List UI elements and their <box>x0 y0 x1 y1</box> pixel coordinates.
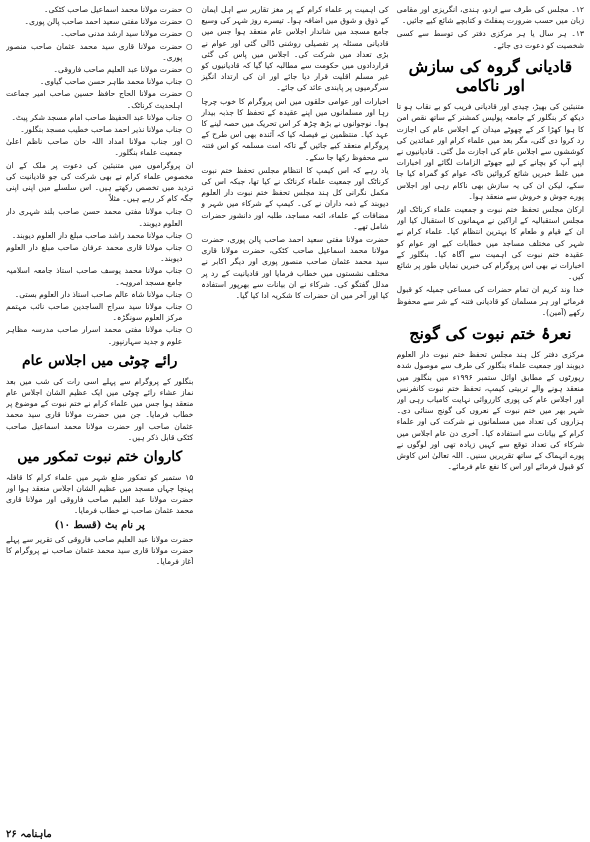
circle-bullet-icon: ○ <box>186 112 193 122</box>
circle-bullet-icon: ○ <box>186 230 193 240</box>
circle-bullet-icon: ○ <box>186 41 193 51</box>
list-item: ○ حضرت مولانا عبد العلیم صاحب فاروقی۔ <box>53 65 193 75</box>
circle-bullet-icon: ○ <box>186 77 193 87</box>
paragraph: بنگلور کے پروگرام سے پہلے اسی رات کی شب میں بعد نماز عشاء رائے چوٹی میں ایک عظیم الشان اجلاس عام منعقد ہوا جس میں علماء کرام نے ختم نبوت کے موضوع پر خطاب فرمایا۔ جن میں حضرت مولانا قاری سید محمد عثمان صاحب اور حضرت مولانا محمد اسماعیل صاحب کٹکی قابل ذکر ہیں۔ <box>6 376 194 442</box>
paragraph: حضرت مولانا مفتی سعید احمد صاحب پالن پوری، حضرت مولانا محمد اسماعیل صاحب کٹکی، حضرت مولانا قاری سید محمد عثمان صاحب منصور پوری اور دیگر اکابر نے مختلف نشستوں میں خطاب فرمایا اور قادیانیت کے رد پر مدلل گفتگو کی۔ شرکاء نے ان بیانات سے بھرپور استفادہ کیا اور آخر میں ان حضرات کا شکریہ ادا کیا گیا۔ <box>201 235 389 301</box>
speakers-list <box>6 4 193 159</box>
circle-bullet-icon: ○ <box>186 325 193 335</box>
circle-bullet-icon: ○ <box>186 302 193 312</box>
paragraph: حضرت مولانا عبد العلیم صاحب فاروقی کی تقریر سے پہلے حضرت مولانا قاری سید محمد عثمان صاحب نے پروگرام کا آغاز فرمایا۔ <box>6 534 194 567</box>
list-item: ○ جناب مولانا محمد یوسف صاحب استاذ جامعہ اسلامیہ جامع مسجد امروہہ۔ <box>6 266 193 287</box>
scholars-list <box>6 206 193 346</box>
circle-bullet-icon: ○ <box>186 29 193 39</box>
list-item: ○ حضرت مولانا قاری سید محمد عثمان صاحب منصور پوری۔ <box>6 41 193 62</box>
column-middle <box>201 4 388 828</box>
heading-tumkur-caravan: کاروان ختم نبوت تمکور میں <box>17 448 183 465</box>
circle-bullet-icon: ○ <box>186 125 193 135</box>
list-item: ○ جناب مولانا عبد الحفیظ صاحب امام مسجد شکر پیٹ۔ <box>11 112 193 122</box>
intro-point-12: ۱۲۔ مجلس کی طرف سے اردو، ہندی، انگریزی اور مقامی زبان میں حسب ضرورت پمفلٹ و کتابچے شائع کیے جائیں۔ <box>396 5 584 26</box>
heading-khatm-nabuwwat-echo: نعرۂ ختم نبوت کی گونج <box>409 324 572 344</box>
intro-point-13: ۱۳۔ ہر سال یا ہر مرکزی دفتر کی توسط سے کسی شخصیت کو دعوت دی جائے۔ <box>396 29 584 50</box>
list-item: ○ حضرت مولانا سید ارشد مدنی صاحب۔ <box>60 29 193 39</box>
heading-raichoti-meeting: رائے چوٹی میں اجلاس عام <box>22 352 178 369</box>
paragraph: ۱۵ ستمبر کو تمکور ضلع شہر میں علماء کرام کا قافلہ پہنچا جہاں مسجد میں عظیم الشان اجلاس منعقد ہوا اور حضرت مولانا عبد العلیم صاحب فاروقی اور مولانا قاری محمد عثمان صاحب نے خطاب فرمایا۔ <box>6 472 194 516</box>
paragraph: متنبئین کی بھیڑ، چیدی اور قادیانی فریب کو بے نقاب ہو تا دیکھ کر بنگلور کے جامعہ پولیس کمشنر کے ساتھ نقص امن کا ہوا کھڑا کر کے چھوٹے میدان کے اجلاس عام کی اجازت رد کروا دی گئی، مگر بعد میں علماء کرام اور عمائدین کی کوششوں سے اجلاس عام کی اجازت مل گئی۔ قادیانیوں نے اپنے آپ کو بچانے کے لیے جھوٹے الزامات لگائے اور اخبارات میں غلط خبریں شائع کروائیں تاکہ عوام کو گمراہ کیا جا سکے، لیکن ان کی یہ سازش بھی ناکام رہی اور اجلاس پورے جوش و خروش سے منعقد ہوا۔ <box>396 102 584 201</box>
paragraph: مرکزی دفتر کل ہند مجلس تحفظ ختم نبوت دار العلوم دیوبند اور جمعیت علماء بنگلور کی طرف سے موصول شدہ رپورٹوں کے مطابق اوائل ستمبر ۱۹۹۶ء میں بنگلور میں منعقد ہونے والے تربیتی کیمپ، تحفظ ختم نبوت کانفرنس اور اجلاس عام کی پوری کارروائی نہایت کامیاب رہی اور شہر بھر میں ختم نبوت کے نعروں کی گونج سنائی دی۔ ہزاروں کی تعداد میں مسلمانوں نے شرکت کی اور علماء کرام کے بیانات سے استفادہ کیا۔ آخری دن عام اجلاس میں شرکاء کی تعداد توقع سے کہیں زیادہ تھی اور لوگوں نے پورے انہماک کے ساتھ تقریریں سنیں۔ اللہ تعالیٰ اس کاوش کو قبول فرمائے اور اس کا نفع عام فرمائے۔ <box>396 350 584 472</box>
column-left <box>6 4 193 828</box>
list-item: ○ حضرت مولانا مفتی سعید احمد صاحب پالن پوری۔ <box>24 17 193 27</box>
list-item: ○ جناب مولانا محمد طاہر حسن صاحب گیاوی۔ <box>39 77 193 87</box>
list-item: ○ حضرت مولانا محمد اسماعیل صاحب کٹکی۔ <box>44 5 193 14</box>
paragraph: کی اہمیت پر علماء کرام کے پر مغز تقاریر سے اہل ایمان کے ذوق و شوق میں اضافہ ہوا۔ تیسرے روز شہر کی وسیع جامع مسجد میں شاندار اجلاس عام منعقد ہوا جس میں قادیانی مسئلہ پر تفصیلی روشنی ڈالی گئی اور عوام نے بڑی تعداد میں شرکت کی۔ اجلاس میں پاس کی گئی قراردادوں میں حکومت سے مطالبہ کیا گیا کہ قادیانیوں کو غیر مسلم اقلیت قرار دیا جائے اور ان کی ارتداد انگیز سرگرمیوں پر پابندی عائد کی جائے۔ <box>201 5 389 93</box>
circle-bullet-icon: ○ <box>186 289 193 299</box>
paragraph: اخبارات اور عوامی حلقوں میں اس پروگرام کا خوب چرچا رہا اور مسلمانوں میں اپنے عقیدہ کے تحفظ کا جذبہ بیدار ہوا۔ نوجوانوں نے بڑھ چڑھ کر اس تحریک میں حصہ لینے کا عہد کیا۔ منتظمین نے فیصلہ کیا کہ آئندہ بھی اس طرح کے پروگرام منعقد کیے جائیں گے تاکہ امت مسلمہ کو اس فتنہ سے محفوظ رکھا جا سکے۔ <box>201 96 389 162</box>
list-item: ○ جناب مولانا سید سراج الساجدین صاحب نائب مہتمم مرکز العلوم سونگڑہ۔ <box>6 302 193 323</box>
paragraph: ان پروگراموں میں متنبئین کی دعوت پر ملک کے ان مخصوص علماء کرام نے بھی شرکت کی جو قادیانیت کی تردید میں تخصص رکھتے ہیں۔ اس سلسلے میں اپنی اپنی جگہ کام کر رہے ہیں۔ مثلاً <box>6 160 194 204</box>
list-item: ○ جناب مولانا مفتی محمد حسن صاحب بلند شہری دار العلوم دیوبند۔ <box>6 207 193 228</box>
list-item: ○ جناب مولانا قاری محمد عرفان صاحب مبلغ دار العلوم دیوبند۔ <box>6 243 193 264</box>
circle-bullet-icon: ○ <box>186 207 193 217</box>
circle-bullet-icon: ○ <box>186 137 193 147</box>
byline: پر نام بٹ (قسط ۱۰) <box>54 519 145 531</box>
circle-bullet-icon: ○ <box>186 17 193 27</box>
circle-bullet-icon: ○ <box>186 266 193 276</box>
page-footer-label: ماہنامہ ۲۶ <box>6 829 52 840</box>
column-right <box>397 4 584 828</box>
article-columns <box>6 4 584 828</box>
paragraph: ارکان مجلس تحفظ ختم نبوت و جمعیت علماء کرناٹک اور مجلس استقبالیہ کے اراکین نے مہمانوں کا استقبال کیا اور ان کے قیام و طعام کا بہترین انتظام کیا۔ علماء کرام نے شہر کی مختلف مساجد میں خطابات کیے اور عوام کو عقیدہ ختم نبوت کی اہمیت سے آگاہ کیا۔ بنگلور کے اخبارات نے بھی اس پروگرام کی خبریں نمایاں طور پر شائع کیں۔ <box>396 205 584 282</box>
heading-qadiani-conspiracy: قادیانی گروہ کی سازش اور ناکامی <box>408 56 573 95</box>
circle-bullet-icon: ○ <box>186 5 193 14</box>
circle-bullet-icon: ○ <box>186 243 193 253</box>
list-item: ○ جناب مولانا شاہ عالم صاحب استاذ دار العلوم بستی۔ <box>14 289 193 299</box>
list-item: ○ جناب مولانا محمد راشد صاحب مبلغ دار العلوم دیوبند۔ <box>11 230 193 240</box>
paragraph: یاد رہے کہ اس کیمپ کا انتظام مجلس تحفظ ختم نبوت کرناٹک اور جمعیت علماء کرناٹک نے کیا تھا، جبکہ اس کی مکمل نگرانی کل ہند مجلس تحفظ ختم نبوت دار العلوم دیوبند کے ذمہ داران نے کی۔ کیمپ کے شرکاء میں شہر و مضافات کے علماء، ائمہ مساجد، طلبہ اور دانشور حضرات شامل تھے۔ <box>201 165 389 231</box>
list-item: ○ جناب مولانا نذیر احمد صاحب خطیب مسجد بنگلور۔ <box>20 125 193 135</box>
paragraph: خدا وند کریم ان تمام حضرات کی مساعی جمیلہ کو قبول فرمائے اور ہر مسلمان کو قادیانی فتنہ کے شر سے محفوظ رکھے (آمین)۔ <box>396 285 584 317</box>
list-item: ○ جناب مولانا مفتی محمد اسرار صاحب مدرسہ مظاہر علوم و جدید سہارنپور۔ <box>6 325 193 346</box>
circle-bullet-icon: ○ <box>186 89 193 99</box>
circle-bullet-icon: ○ <box>186 65 193 75</box>
list-item: ○ حضرت مولانا الحاج حافظ حسین صاحب امیر جماعت اہلحدیث کرناٹک۔ <box>6 89 193 110</box>
list-item: ○ اور جناب مولانا امداد اللہ خان صاحب ناظم اعلیٰ جمعیت علماء بنگلور۔ <box>6 137 193 158</box>
